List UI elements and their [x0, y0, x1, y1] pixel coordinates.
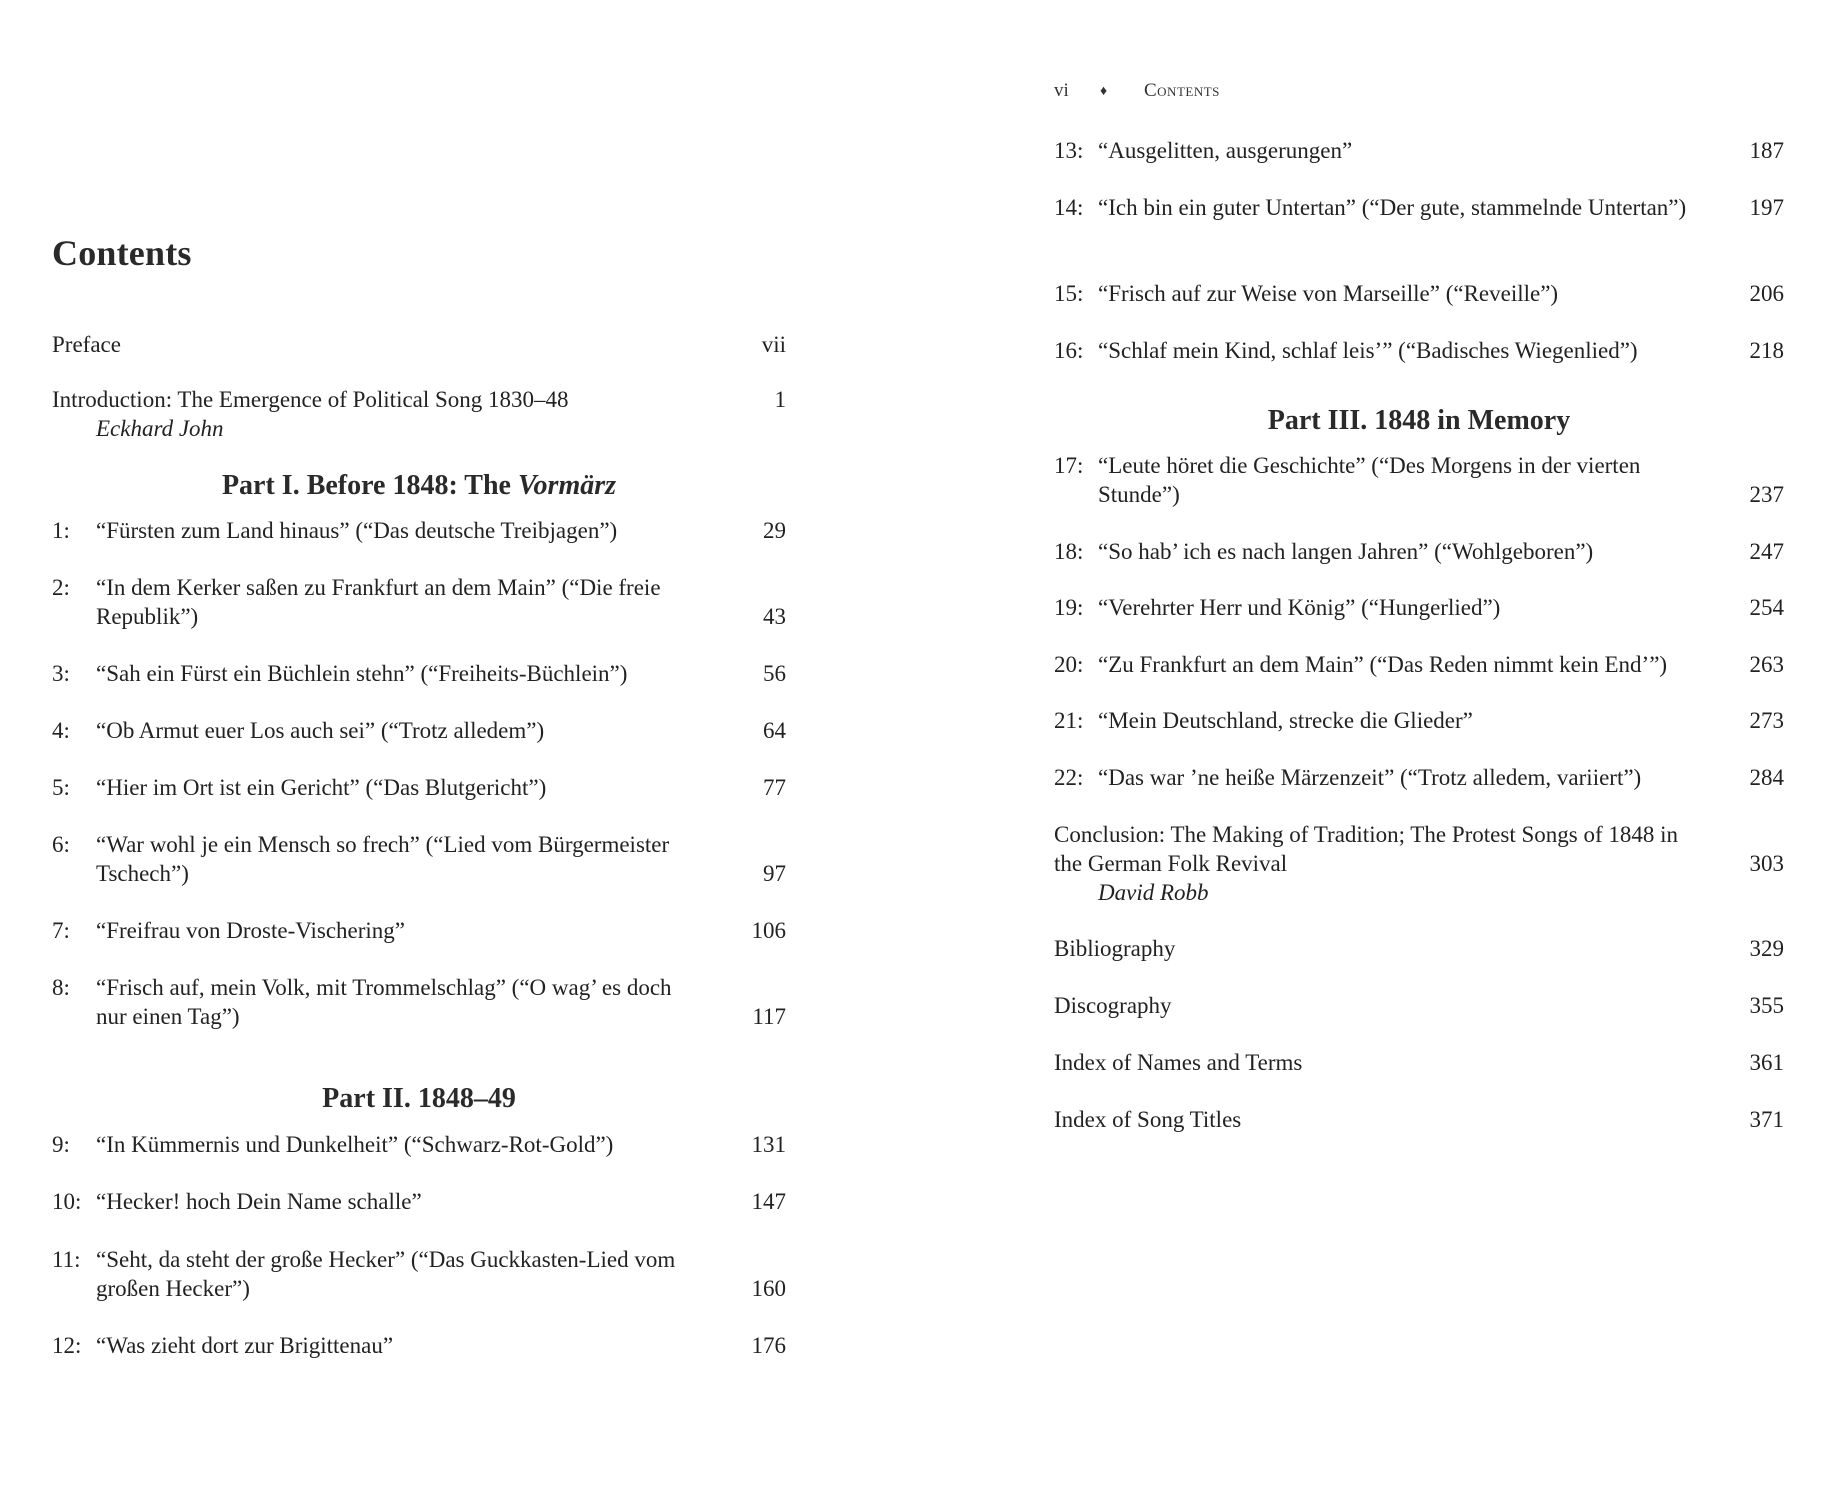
- toc-entry-author: Eckhard John: [96, 416, 224, 441]
- part-heading: [52, 470, 786, 502]
- toc-entry-page: 254: [1749, 595, 1784, 620]
- toc-entry-page: 218: [1749, 338, 1784, 363]
- toc-entry: [1054, 706, 1784, 735]
- toc-entry-title: “Verehrter Herr und König” (“Hungerlied”): [1098, 595, 1501, 620]
- toc-entry-number: 11:: [52, 1247, 81, 1272]
- toc-entry-index-songs: [1054, 1105, 1784, 1134]
- toc-entry-number: 13:: [1054, 138, 1084, 163]
- toc-entry-conclusion: [1054, 820, 1784, 907]
- toc-entry-page: 303: [1749, 851, 1784, 876]
- toc-entry: [52, 716, 786, 745]
- toc-entry-author: David Robb: [1098, 880, 1209, 905]
- toc-entry: [1054, 193, 1784, 222]
- toc-entry: [1054, 650, 1784, 679]
- toc-entry-title: “Schlaf mein Kind, schlaf leis’” (“Badisches Wiegenlied”): [1098, 338, 1638, 363]
- toc-entry: [1054, 136, 1784, 165]
- toc-entry-number: 2:: [52, 575, 70, 600]
- toc-entry-title: “Seht, da steht der große Hecker” (“Das Guckkasten-Lied vom großen Hecker”): [96, 1247, 676, 1301]
- toc-entry-title: “Frisch auf zur Weise von Marseille” (“Reveille”): [1098, 281, 1559, 306]
- toc-entry-page: 117: [752, 1004, 786, 1029]
- toc-entry-page: 206: [1749, 281, 1784, 306]
- toc-entry-page: 237: [1749, 482, 1784, 507]
- toc-entry-number: 1:: [52, 518, 70, 543]
- toc-entry-page: 106: [751, 918, 786, 943]
- toc-entry: [52, 1130, 786, 1159]
- page-title: Contents: [52, 233, 192, 273]
- toc-entry-number: 22:: [1054, 765, 1084, 790]
- toc-entry: [1054, 537, 1784, 566]
- toc-entry-page: 197: [1749, 195, 1784, 220]
- toc-entry-title: “War wohl je ein Mensch so frech” (“Lied vom Bürgermeister Tschech”): [96, 832, 670, 886]
- toc-entry-title: “Ausgelitten, ausgerungen”: [1098, 138, 1353, 163]
- toc-entry-title: “Hier im Ort ist ein Gericht” (“Das Blutgericht”): [96, 775, 547, 800]
- toc-entry: [52, 1331, 786, 1360]
- toc-entry: [1054, 279, 1784, 308]
- toc-entry-introduction: [52, 385, 786, 443]
- toc-entry-number: 8:: [52, 975, 70, 1000]
- toc-entry-page: 97: [763, 861, 786, 886]
- toc-entry-title: “Hecker! hoch Dein Name schalle”: [96, 1189, 422, 1214]
- toc-entry-page: 77: [763, 775, 786, 800]
- toc-entry-page: 131: [751, 1132, 786, 1157]
- toc-entry-page: 43: [763, 604, 786, 629]
- toc-entry-title: Conclusion: The Making of Tradition; The Protest Songs of 1848 in the German Folk Revival: [1054, 822, 1678, 876]
- toc-entry-number: 6:: [52, 832, 70, 857]
- toc-entry-page: 284: [1749, 765, 1784, 790]
- toc-entry: [52, 973, 786, 1031]
- toc-entry-page: 29: [763, 518, 786, 543]
- left-page: [52, 0, 786, 1500]
- toc-entry-number: 16:: [1054, 338, 1084, 363]
- toc-entry-title: “Was zieht dort zur Brigittenau”: [96, 1333, 394, 1358]
- toc-entry-title: “Leute höret die Geschichte” (“Des Morgens in der vierten Stunde”): [1098, 453, 1641, 507]
- toc-entry-title: “Zu Frankfurt an dem Main” (“Das Reden nimmt kein End’”): [1098, 652, 1668, 677]
- toc-entry-page: 355: [1749, 993, 1784, 1018]
- toc-entry-page: 1: [774, 387, 786, 412]
- toc-entry-index-names: [1054, 1048, 1784, 1077]
- folio: vi: [1054, 80, 1069, 101]
- toc-entry-preface: [52, 330, 786, 359]
- right-page: [1054, 0, 1784, 1500]
- toc-entry: [52, 830, 786, 888]
- toc-entry-number: 12:: [52, 1333, 82, 1358]
- toc-entry: [52, 659, 786, 688]
- toc-entry-page: 147: [751, 1189, 786, 1214]
- toc-entry-page: 329: [1749, 936, 1784, 961]
- toc-entry-title: “Ob Armut euer Los auch sei” (“Trotz alledem”): [96, 718, 545, 743]
- toc-entry-page: 273: [1749, 708, 1784, 733]
- toc-entry-page: 263: [1749, 652, 1784, 677]
- toc-entry-number: 14:: [1054, 195, 1084, 220]
- toc-entry-number: 9:: [52, 1132, 70, 1157]
- toc-entry-bibliography: [1054, 934, 1784, 963]
- toc-entry: [52, 1245, 786, 1303]
- toc-entry-page: 64: [763, 718, 786, 743]
- toc-entry-number: 10:: [52, 1189, 82, 1214]
- toc-entry-number: 18:: [1054, 539, 1084, 564]
- toc-entry-number: 3:: [52, 661, 70, 686]
- toc-entry-number: 5:: [52, 775, 70, 800]
- toc-entry-title: Preface: [52, 332, 121, 357]
- toc-entry-number: 17:: [1054, 453, 1084, 478]
- toc-entry-number: 20:: [1054, 652, 1084, 677]
- toc-entry-number: 7:: [52, 918, 70, 943]
- part-heading: Part III. 1848 in Memory: [1267, 405, 1571, 436]
- toc-entry-discography: [1054, 991, 1784, 1020]
- toc-entry-title: Introduction: The Emergence of Political Song 1830–48: [52, 387, 569, 412]
- toc-entry: [52, 516, 786, 545]
- toc-entry: [52, 916, 786, 945]
- toc-entry-title: “Sah ein Fürst ein Büchlein stehn” (“Freiheits-Büchlein”): [96, 661, 628, 686]
- toc-entry: [52, 573, 786, 631]
- toc-entry-number: 4:: [52, 718, 70, 743]
- toc-entry-title: “In dem Kerker saßen zu Frankfurt an dem Main” (“Die freie Republik”): [96, 575, 661, 629]
- toc-entry-title: “In Kümmernis und Dunkelheit” (“Schwarz-Rot-Gold”): [96, 1132, 614, 1157]
- toc-entry-number: 21:: [1054, 708, 1084, 733]
- part-heading-italic: Vormärz: [517, 470, 617, 501]
- toc-entry-title: Index of Song Titles: [1054, 1107, 1242, 1132]
- toc-entry: [1054, 763, 1784, 792]
- toc-entry: [1054, 336, 1784, 365]
- toc-entry-page: 247: [1749, 539, 1784, 564]
- toc-entry-title: “Ich bin ein guter Untertan” (“Der gute, stammelnde Untertan”): [1098, 195, 1687, 220]
- toc-entry-title: “So hab’ ich es nach langen Jahren” (“Wohlgeboren”): [1098, 539, 1594, 564]
- toc-entry-page: 361: [1749, 1050, 1784, 1075]
- part-heading: Part II. 1848–49: [322, 1083, 516, 1114]
- toc-entry-title: “Das war ’ne heiße Märzenzeit” (“Trotz alledem, variiert”): [1098, 765, 1642, 790]
- toc-entry-page: 160: [751, 1276, 786, 1301]
- toc-entry-page: vii: [761, 332, 786, 357]
- toc-entry: [52, 1187, 786, 1216]
- part-heading-text: Part I. Before 1848: The: [221, 470, 518, 501]
- toc-entry: [52, 773, 786, 802]
- toc-entry-page: 187: [1749, 138, 1784, 163]
- toc-entry-number: 19:: [1054, 595, 1084, 620]
- toc-entry-title: “Mein Deutschland, strecke die Glieder”: [1098, 708, 1473, 733]
- toc-entry-page: 56: [763, 661, 786, 686]
- toc-entry-title: “Frisch auf, mein Volk, mit Trommelschlag” (“O wag’ es doch nur einen Tag”): [96, 975, 672, 1029]
- toc-entry-page: 176: [751, 1333, 786, 1358]
- toc-entry-title: Index of Names and Terms: [1054, 1050, 1303, 1075]
- toc-entry-title: Discography: [1054, 993, 1172, 1018]
- toc-entry-title: Bibliography: [1054, 936, 1176, 961]
- toc-entry: [1054, 593, 1784, 622]
- toc-entry-page: 371: [1749, 1107, 1784, 1132]
- toc-entry-number: 15:: [1054, 281, 1084, 306]
- diamond-icon: ♦: [1100, 84, 1108, 99]
- toc-entry-title: “Freifrau von Droste-Vischering”: [96, 918, 406, 943]
- running-head-title: Contents: [1144, 80, 1220, 101]
- running-head: [1054, 80, 1220, 102]
- toc-entry: [1054, 451, 1784, 509]
- toc-entry-title: “Fürsten zum Land hinaus” (“Das deutsche Treibjagen”): [96, 518, 618, 543]
